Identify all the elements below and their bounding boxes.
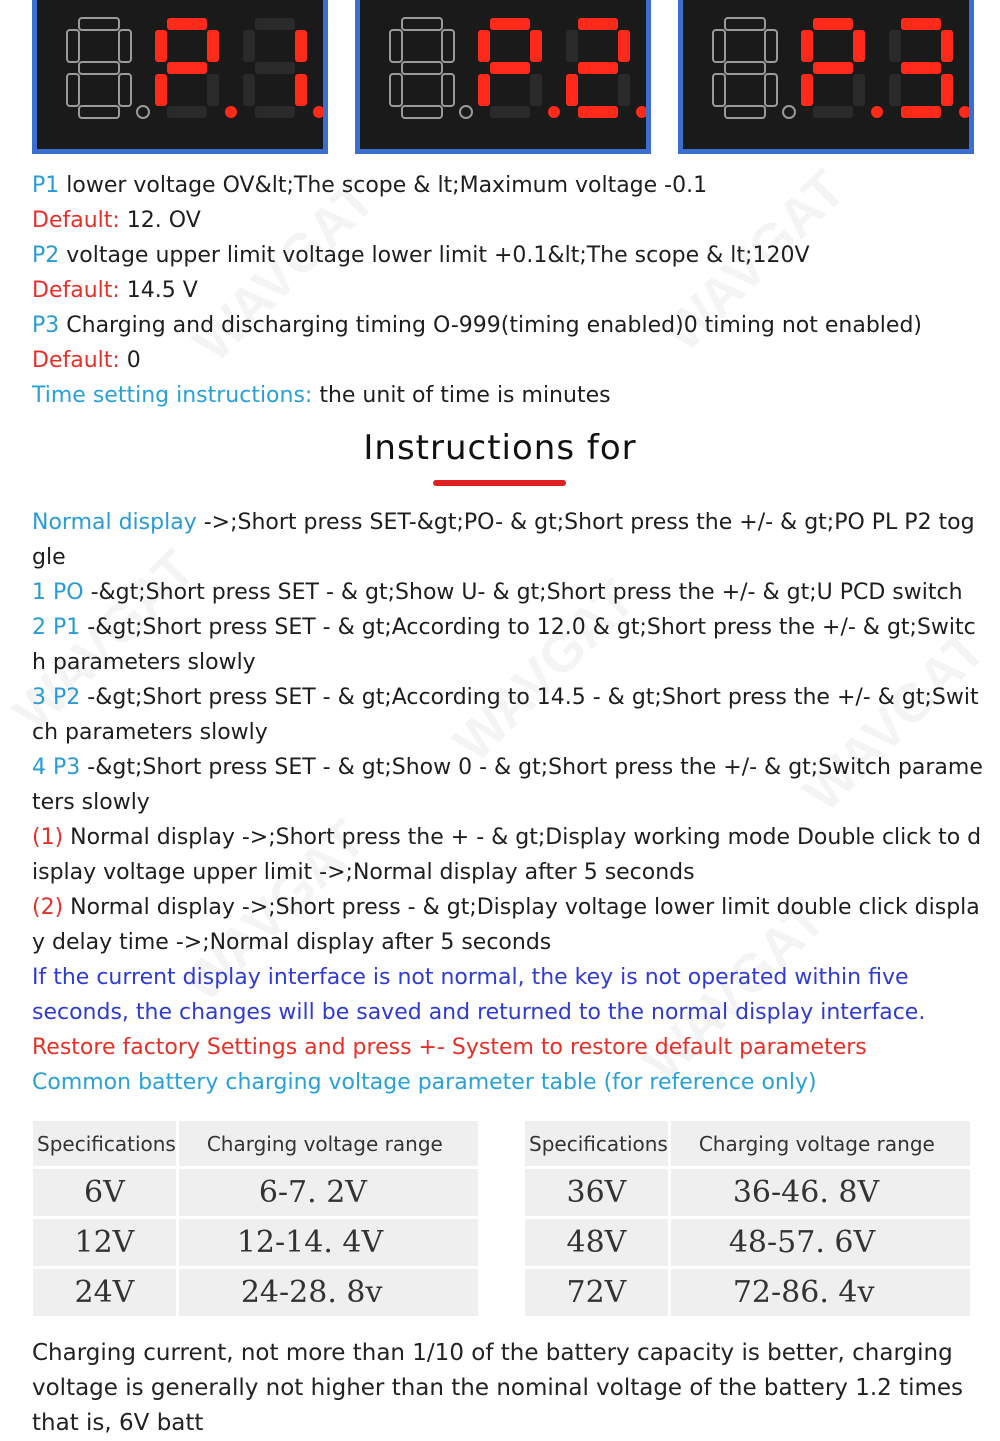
section-heading: Instructions for [363, 428, 637, 468]
segment-g [490, 62, 530, 74]
table-title: Common battery charging voltage parameter table (for reference only) [32, 1070, 817, 1095]
instructions [32, 505, 987, 1100]
segment-b [853, 30, 865, 62]
default-label: Default: [32, 348, 120, 373]
instruction-normal [32, 505, 987, 575]
segment-c [295, 74, 307, 106]
param-p2 [32, 238, 987, 273]
table-row [524, 1268, 972, 1318]
segment-c [941, 74, 953, 106]
spec-cell: 48V [524, 1218, 670, 1268]
segment-a [402, 18, 442, 30]
segment-c [530, 74, 542, 106]
instruction-text: -&gt;Short press SET - & gt;According to 12.0 & gt;Short press the +/- & gt;Switch parameters slowly [32, 615, 976, 675]
led-display-p3 [678, 0, 974, 154]
default-value: 12. OV [119, 208, 201, 233]
segment-b [295, 30, 307, 62]
param-p1 [32, 168, 987, 203]
decimal-point [783, 106, 795, 118]
segment-e [155, 74, 167, 106]
segment-d [813, 106, 853, 118]
param-text: Charging and discharging timing O-999(timing enabled)0 timing not enabled) [59, 313, 923, 338]
instruction-mode-1 [32, 820, 987, 890]
time-text: the unit of time is minutes [312, 383, 611, 408]
instruction-2 [32, 610, 987, 680]
param-p1-default [32, 203, 987, 238]
display-digits [713, 18, 971, 118]
param-label: P2 [32, 243, 60, 268]
segment-f [478, 30, 490, 62]
param-p2-default [32, 273, 987, 308]
table-header [32, 1120, 480, 1168]
instruction-4 [32, 750, 987, 820]
segment-f [566, 30, 578, 62]
segment-a [79, 18, 119, 30]
segment-a [167, 18, 207, 30]
range-cell: 6-7. 2V [177, 1168, 479, 1218]
segment-b [442, 30, 454, 62]
header-range: Charging voltage range [177, 1120, 479, 1168]
segment-e [889, 74, 901, 106]
led-display-p2 [355, 0, 651, 154]
voltage-table-left [30, 1118, 481, 1319]
led-display-p1 [32, 0, 328, 154]
segment-f [713, 30, 725, 62]
segment-f [889, 30, 901, 62]
segment-d [490, 106, 530, 118]
segment-f [155, 30, 167, 62]
display-digits [390, 18, 648, 118]
heading-underline [433, 480, 566, 486]
segment-e [713, 74, 725, 106]
default-label: Default: [32, 278, 120, 303]
decimal-point [137, 106, 149, 118]
segment-g [725, 62, 765, 74]
segment-e [801, 74, 813, 106]
segment-f [390, 30, 402, 62]
segment-f [243, 30, 255, 62]
segment-b [530, 30, 542, 62]
charging-note: Charging current, not more than 1/10 of the battery capacity is better, charging voltage is generally not higher than the nominal voltage of the battery 1.2 times that is, 6V batt [32, 1340, 964, 1436]
spec-cell: 12V [32, 1218, 178, 1268]
spec-cell: 36V [524, 1168, 670, 1218]
table-row [32, 1218, 480, 1268]
decimal-point [548, 106, 560, 118]
segment-c [618, 74, 630, 106]
time-setting [32, 378, 987, 413]
header-spec: Specifications [32, 1120, 178, 1168]
segment-e [390, 74, 402, 106]
range-cell: 24-28. 8v [177, 1268, 479, 1318]
range-cell: 72-86. 4v [669, 1268, 971, 1318]
param-label: P3 [32, 313, 60, 338]
segment-c [119, 74, 131, 106]
segment-b [618, 30, 630, 62]
segment-c [207, 74, 219, 106]
seven-segment-display [360, 0, 651, 154]
segment-d [255, 106, 295, 118]
table-row [32, 1268, 480, 1318]
instruction-label: 1 PO [32, 580, 84, 605]
decimal-point [225, 106, 237, 118]
segment-g [402, 62, 442, 74]
decimal-point [871, 106, 883, 118]
seven-segment-display [683, 0, 974, 154]
decimal-point [636, 106, 648, 118]
decimal-point [313, 106, 325, 118]
table-header [524, 1120, 972, 1168]
param-p3 [32, 308, 987, 343]
timeout-note: If the current display interface is not normal, the key is not operated within five seconds, the changes will be saved and returned to the normal display interface. [32, 965, 926, 1025]
display-digits [67, 18, 325, 118]
default-value: 0 [119, 348, 141, 373]
instruction-mode-2 [32, 890, 987, 960]
segment-d [901, 106, 941, 118]
instruction-text: -&gt;Short press SET - & gt;According to 14.5 - & gt;Short press the +/- & gt;Switch parameters slowly [32, 685, 979, 745]
segment-d [402, 106, 442, 118]
segment-a [901, 18, 941, 30]
instruction-label: (2) [32, 895, 64, 920]
segment-d [167, 106, 207, 118]
instruction-text: ->;Short press SET-&gt;PO- & gt;Short press the +/- & gt;PO PL P2 toggle [32, 510, 975, 570]
instruction-text: Normal display ->;Short press - & gt;Display voltage lower limit double click display delay time ->;Normal display after 5 seconds [32, 895, 980, 955]
segment-a [255, 18, 295, 30]
range-cell: 12-14. 4V [177, 1218, 479, 1268]
segment-a [578, 18, 618, 30]
segment-g [255, 62, 295, 74]
header-range: Charging voltage range [669, 1120, 971, 1168]
segment-d [79, 106, 119, 118]
segment-g [167, 62, 207, 74]
instruction-label: Normal display [32, 510, 197, 535]
segment-e [67, 74, 79, 106]
segment-g [813, 62, 853, 74]
instruction-label: 3 P2 [32, 685, 81, 710]
spec-cell: 72V [524, 1268, 670, 1318]
header-spec: Specifications [524, 1120, 670, 1168]
segment-a [490, 18, 530, 30]
param-p3-default [32, 343, 987, 378]
segment-f [801, 30, 813, 62]
segment-a [813, 18, 853, 30]
segment-d [578, 106, 618, 118]
voltage-table-right [522, 1118, 973, 1319]
segment-g [79, 62, 119, 74]
segment-a [725, 18, 765, 30]
instruction-label: 4 P3 [32, 755, 81, 780]
segment-b [207, 30, 219, 62]
decimal-point [959, 106, 971, 118]
restore-note: Restore factory Settings and press +- System to restore default parameters [32, 1035, 867, 1060]
table-row [524, 1168, 972, 1218]
default-value: 14.5 V [119, 278, 198, 303]
segment-c [853, 74, 865, 106]
segment-f [67, 30, 79, 62]
instruction-text: -&gt;Short press SET - & gt;Show U- & gt;Short press the +/- & gt;U PCD switch [83, 580, 963, 605]
instruction-3 [32, 680, 987, 750]
param-text: voltage upper limit voltage lower limit +0.1&lt;The scope & lt;120V [59, 243, 810, 268]
segment-c [765, 74, 777, 106]
instruction-label: 2 P1 [32, 615, 81, 640]
instruction-text: -&gt;Short press SET - & gt;Show 0 - & gt;Short press the +/- & gt;Switch parameters slowly [32, 755, 983, 815]
param-label: P1 [32, 173, 60, 198]
instruction-1 [32, 575, 987, 610]
segment-e [243, 74, 255, 106]
spec-cell: 6V [32, 1168, 178, 1218]
parameter-description [32, 168, 987, 413]
segment-b [765, 30, 777, 62]
default-label: Default: [32, 208, 120, 233]
table-row [524, 1218, 972, 1268]
range-cell: 36-46. 8V [669, 1168, 971, 1218]
segment-e [566, 74, 578, 106]
segment-b [941, 30, 953, 62]
instruction-text: Normal display ->;Short press the + - & gt;Display working mode Double click to display voltage upper limit ->;Normal display after 5 seconds [32, 825, 982, 885]
segment-g [578, 62, 618, 74]
range-cell: 48-57. 6V [669, 1218, 971, 1268]
param-text: lower voltage OV&lt;The scope & lt;Maximum voltage -0.1 [59, 173, 708, 198]
segment-c [442, 74, 454, 106]
segment-b [119, 30, 131, 62]
table-row [32, 1168, 480, 1218]
segment-g [901, 62, 941, 74]
segment-d [725, 106, 765, 118]
instruction-label: (1) [32, 825, 64, 850]
display-photos [32, 0, 974, 154]
spec-cell: 24V [32, 1268, 178, 1318]
time-label: Time setting instructions: [32, 383, 313, 408]
seven-segment-display [37, 0, 328, 154]
segment-e [478, 74, 490, 106]
decimal-point [460, 106, 472, 118]
